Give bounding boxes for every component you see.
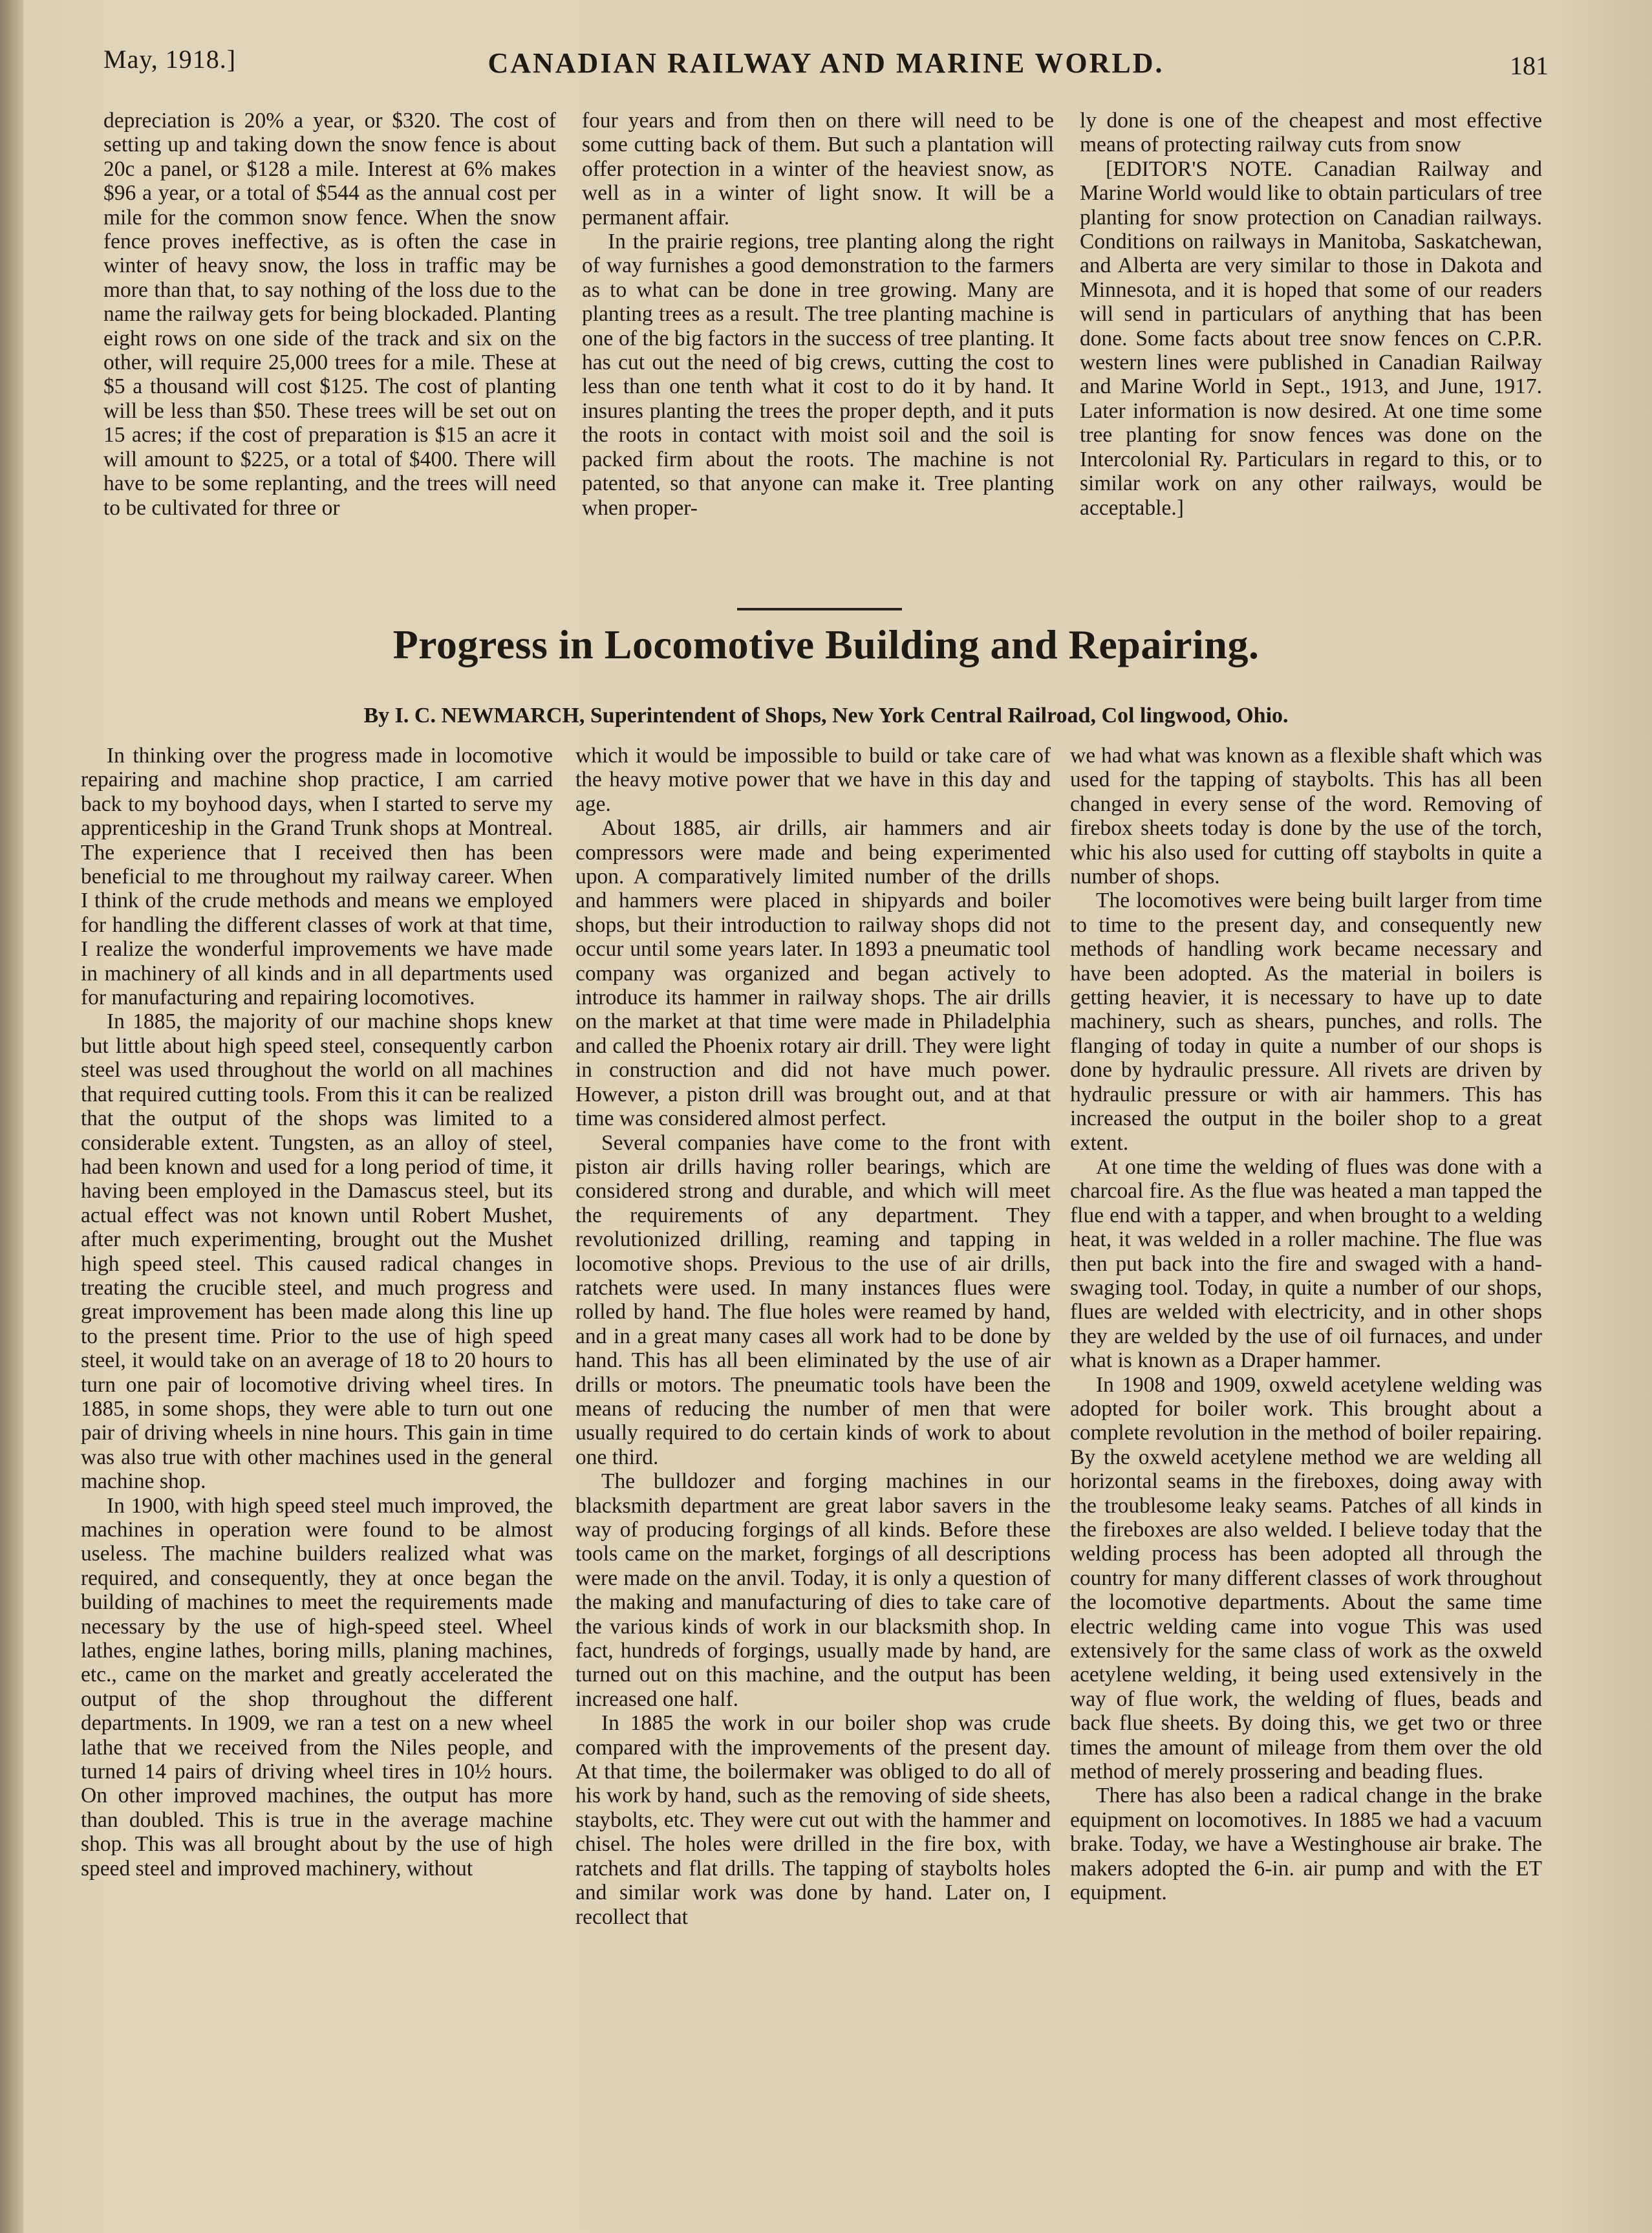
- editors-note: [EDITOR'S NOTE. Canadian Railway and Marine World would like to obtain particulars of tree planting for snow protection on Canadian railways. Conditions on railways in Manitoba, Saskatchewan, and Alberta are very similar to those in Dakota and Minnesota, and it is hoped that some of our readers will send in particulars of anything that has been done. Some facts about tree snow fences on C.P.R. western lines were published in Canadian Railway and Marine World in Sept., 1913, and June, 1917. Later information is now desired. At one time some tree planting for snow fences was done on the Intercolonial Ry. Particulars in regard to this, or to similar work on any other railways, would be acceptable.]: [1080, 156, 1542, 520]
- paragraph: In thinking over the progress made in locomotive repairing and machine shop practice, I am carried back to my boyhood days, when I started to serve my apprenticeship in the Grand Trunk shops at Montreal. The experience that I received then has been beneficial to me throughout my railway career. When I think of the crude methods and means we employed for handling the different classes of work at that time, I realize the wonderful improvements we have made in machinery of all kinds and in all departments used for manufacturing and repairing locomotives.: [81, 744, 553, 1010]
- paragraph: In 1885 the work in our boiler shop was crude compared with the improvements of the present day. At that time, the boilermaker was obliged to do all of his work by hand, such as the removing of side sheets, staybolts, etc. They were cut out with the hammer and chisel. The holes were drilled in the fire box, with ratchets and flat drills. The tapping of staybolts holes and similar work was done by hand. Later on, I recollect that: [575, 1711, 1051, 1929]
- paragraph: Several companies have come to the front with piston air drills having roller bearings, which are considered strong and durable, and which will meet the requirements of any department. They revolutionized drilling, reaming and tapping in locomotive shops. Previous to the use of air drills, ratchets were used. In many instances flues were rolled by hand. The flue holes were reamed by hand, and in a great many cases all work had to be done by hand. This has all been eliminated by the use of air drills or motors. The pneumatic tools have been the means of reducing the number of men that were usually required to do certain kinds of work to about one third.: [575, 1130, 1051, 1469]
- binding-shadow: [0, 0, 23, 2233]
- paragraph: we had what was known as a flexible shaft which was used for the tapping of staybolts. This has all been changed in every sense of the word. Removing of firebox sheets today is done by the use of the torch, whic his also used for cutting off staybolts in quite a number of shops.: [1070, 744, 1542, 889]
- running-head: [103, 39, 1549, 84]
- page-number: 181: [1510, 51, 1549, 80]
- top-column-1: [103, 109, 556, 520]
- paragraph: In 1908 and 1909, oxweld acetylene welding was adopted for boiler work. This brought about a complete revolution in the method of boiler repairing. By the oxweld acetylene method we are welding all horizontal seams in the fireboxes, doing away with the troublesome leaky seams. Patches of all kinds in the fireboxes are also welded. I believe today that the welding process has been adopted all through the country for many different classes of work throughout the locomotive departments. About the same time electric welding came into vogue This was used extensively for the same class of work as the oxweld acetylene welding, it being used extensively in the way of flue work, the welding of flues, beads and back flue sheets. By doing this, we get two or three times the amount of mileage from them over the old method of merely prossering and beading flues.: [1070, 1372, 1542, 1784]
- paragraph: At one time the welding of flues was done with a charcoal fire. As the flue was heated a man tapped the flue end with a tapper, and when brought to a welding heat, it was welded in a roller machine. The flue was then put back into the fire and swaged with a hand-swaging tool. Today, in quite a number of our shops, flues are welded with electricity, and in other shops they are welded by the use of oil furnaces, and under what is known as a Draper hammer.: [1070, 1154, 1542, 1373]
- paragraph: In 1900, with high speed steel much improved, the machines in operation were found to be almost useless. The machine builders realized what was required, and consequently, they at once began the building of machines to meet the requirements made necessary by the use of high-speed steel. Wheel lathes, engine lathes, boring mills, planing machines, etc., came on the market and greatly accelerated the output of the shop throughout the different departments. In 1909, we ran a test on a new wheel lathe that we received from the Niles people, and turned 14 pairs of driving wheel tires in 10½ hours. On other improved machines, the output has more than doubled. This is true in the average machine shop. This was all brought about by the use of high speed steel and improved machinery, without: [81, 1493, 553, 1881]
- paragraph: depreciation is 20% a year, or $320. The cost of setting up and taking down the snow fence is about 20c a panel, or $128 a mile. Interest at 6% makes $96 a year, or a total of $544 as the annual cost per mile for the common snow fence. When the snow fence proves ineffective, as is often the case in winter of heavy snow, the loss in traffic may be more than that, to say nothing of the loss due to the name the railway gets for being blockaded. Planting eight rows on one side of the track and six on the other, will require 25,000 trees for a mile. These at $5 a thousand will cost $125. The cost of planting will be less than $50. These trees will be set out on 15 acres; if the cost of preparation is $15 an acre it will amount to $225, or a total of $400. There will have to be some replanting, and the trees will need to be cultivated for three or: [103, 109, 556, 520]
- top-column-2: [582, 109, 1054, 520]
- article-column-2: [575, 744, 1051, 1929]
- paragraph: About 1885, air drills, air hammers and air compressors were made and being experimented upon. A comparatively limited number of the drills and hammers were placed in shipyards and boiler shops, but their introduction to railway shops did not occur until some years later. In 1893 a pneumatic tool company was organized and began actively to introduce its hammer in railway shops. The air drills on the market at that time were made in Philadelphia and called the Phoenix rotary air drill. They were light in construction and did not have much power. However, a piston drill was brought out, and at that time was considered almost perfect.: [575, 816, 1051, 1131]
- section-rule: [737, 608, 902, 610]
- article-title: Progress in Locomotive Building and Repairing.: [392, 621, 1260, 667]
- paragraph: ly done is one of the cheapest and most effective means of protecting railway cuts from snow: [1080, 109, 1542, 157]
- paragraph: There has also been a radical change in the brake equipment on locomotives. In 1885 we had a vacuum brake. Today, we have a Westinghouse air brake. The makers adopted the 6-in. air pump and with the ET equipment.: [1070, 1784, 1542, 1905]
- paragraph: In the prairie regions, tree planting along the right of way furnishes a good demonstration to the farmers as to what can be done in tree growing. Many are planting trees as a result. The tree planting machine is one of the big factors in the success of tree planting. It has cut out the need of big crews, cutting the cost to less than one tenth what it cost to do it by hand. It insures planting the trees the proper depth, and it puts the roots in contact with moist soil and the soil is packed firm about the roots. The machine is not patented, so that anyone can make it. Tree planting when proper-: [582, 230, 1054, 520]
- article-column-1: [81, 744, 553, 1881]
- top-column-3: [1080, 109, 1542, 520]
- article-column-3: [1070, 744, 1542, 1905]
- article-byline: By I. C. NEWMARCH, Superintendent of Shops, New York Central Railroad, Col lingwood, Ohio.: [363, 704, 1289, 728]
- publication-title: CANADIAN RAILWAY AND MARINE WORLD.: [488, 47, 1164, 79]
- issue-date: May, 1918.]: [103, 45, 237, 74]
- paragraph: The locomotives were being built larger from time to time to the present day, and consequently new methods of handling work became necessary and have been adopted. As the material in boilers is getting heavier, it is necessary to have up to date machinery, such as shears, punches, and rolls. The flanging of today in quite a number of our shops is done by hydraulic pressure. All rivets are driven by hydraulic pressure or with air hammers. This has increased the output in the boiler shop to a great extent.: [1070, 889, 1542, 1155]
- paragraph: The bulldozer and forging machines in our blacksmith department are great labor savers in the way of producing forgings of all kinds. Before these tools came on the market, forgings of all descriptions were made on the anvil. Today, it is only a question of the making and manufacturing of dies to take care of the various kinds of work in our blacksmith shop. In fact, hundreds of forgings, usually made by hand, are turned out on this machine, and the output has been increased one half.: [575, 1469, 1051, 1711]
- paragraph: In 1885, the majority of our machine shops knew but little about high speed steel, consequently carbon steel was used throughout the world on all machines that required cutting tools. From this it can be realized that the output of the shops was limited to a considerable extent. Tungsten, as an alloy of steel, had been known and used for a long period of time, it having been employed in the Damascus steel, but its actual effect was not known until Robert Mushet, after much experimenting, brought out the Mushet high speed steel. This caused radical changes in treating the crucible steel, and much progress and great improvement has been made along this line up to the present time. Prior to the use of high speed steel, it would take on an average of 18 to 20 hours to turn one pair of locomotive driving wheel tires. In 1885, in some shops, they were able to turn out one pair of driving wheels in nine hours. This gain in time was also true with other machines used in the general machine shop.: [81, 1009, 553, 1494]
- paragraph: which it would be impossible to build or take care of the heavy motive power that we have in this day and age.: [575, 744, 1051, 816]
- paragraph: four years and from then on there will need to be some cutting back of them. But such a plantation will offer protection in a winter of the heaviest snow, as well as in a winter of light snow. It will be a permanent affair.: [582, 109, 1054, 230]
